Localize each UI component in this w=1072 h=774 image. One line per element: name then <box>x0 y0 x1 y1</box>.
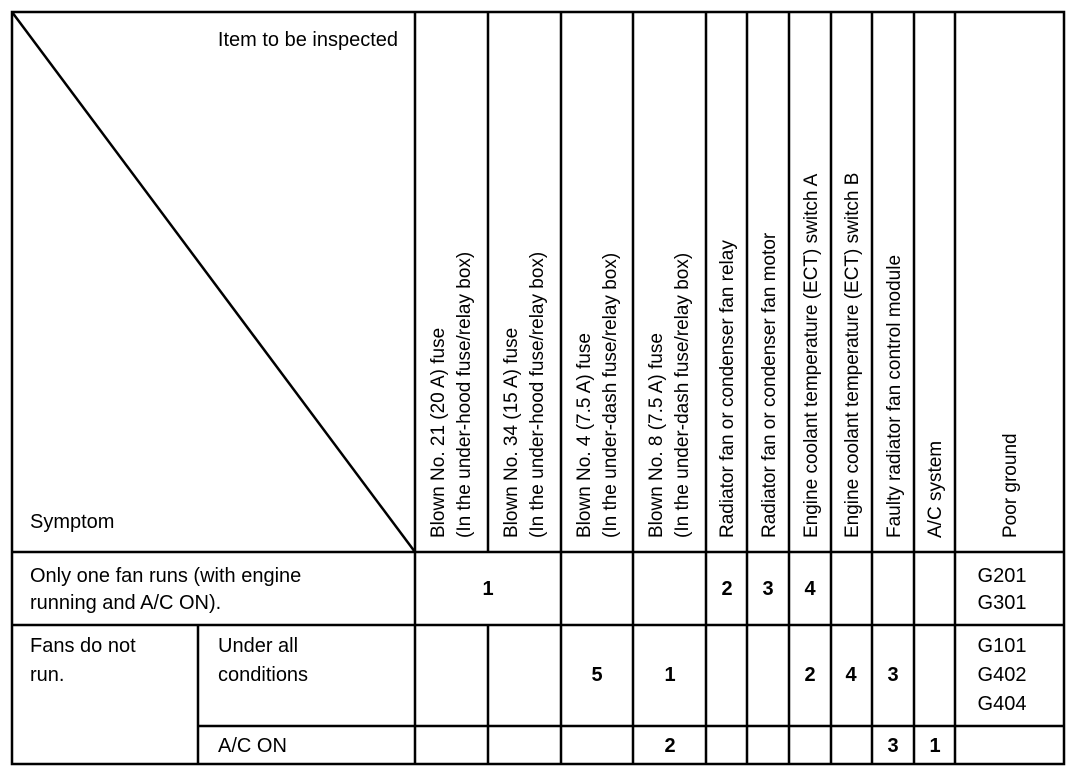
cell-control-module: 3 <box>887 735 899 757</box>
symptom-only-one-fan: Only one fan runs (with engine <box>30 565 302 587</box>
column-header-ect-switch-a: Engine coolant temperature (ECT) switch A <box>801 173 822 538</box>
svg-text:Blown No. 21 (20 A) fuse: Blown No. 21 (20 A) fuse <box>428 327 449 538</box>
cell-fuse-8: 1 <box>664 664 676 686</box>
column-header-poor-ground: Poor ground <box>1000 433 1021 538</box>
svg-text:run.: run. <box>30 664 65 686</box>
svg-text:Blown No. 34 (15 A) fuse: Blown No. 34 (15 A) fuse <box>501 327 522 538</box>
item-to-be-inspected-label: Item to be inspected <box>217 29 398 51</box>
cell-fan-relay: 2 <box>721 578 733 600</box>
svg-text:conditions: conditions <box>218 664 309 686</box>
svg-text:running and A/C ON).: running and A/C ON). <box>30 592 222 614</box>
svg-text:(In the under-dash fuse/relay: (In the under-dash fuse/relay box) <box>672 252 693 538</box>
svg-text:G402: G402 <box>977 664 1027 686</box>
cell-ect-a: 2 <box>804 664 816 686</box>
cell-fuse-4: 5 <box>591 664 603 686</box>
corner-diagonal <box>12 12 415 552</box>
condition-ac-on: A/C ON <box>218 735 287 757</box>
cell-ect-a: 4 <box>804 578 816 600</box>
cell-control-module: 3 <box>887 664 899 686</box>
condition-under-all: Under all <box>218 635 299 657</box>
symptom-label: Symptom <box>30 511 115 533</box>
column-header-fan-control-module: Faulty radiator fan control module <box>884 254 905 538</box>
column-header-fuse-34 <box>501 252 548 538</box>
svg-text:(In the under-dash fuse/relay: (In the under-dash fuse/relay box) <box>600 252 621 538</box>
svg-text:(In the under-hood fuse/relay: (In the under-hood fuse/relay box) <box>527 251 548 538</box>
svg-text:(In the under-hood fuse/relay: (In the under-hood fuse/relay box) <box>454 251 475 538</box>
table-row <box>30 635 1026 715</box>
cell-ac-system: 1 <box>929 735 941 757</box>
svg-text:Blown No. 8 (7.5 A) fuse: Blown No. 8 (7.5 A) fuse <box>646 333 667 538</box>
cell-ect-b: 4 <box>845 664 857 686</box>
svg-text:Blown No. 4 (7.5 A) fuse: Blown No. 4 (7.5 A) fuse <box>574 333 595 538</box>
column-header-fuse-8 <box>646 253 693 538</box>
column-header-fan-motor: Radiator fan or condenser fan motor <box>759 232 780 538</box>
column-header-fuse-21 <box>428 252 475 538</box>
column-header-fan-relay: Radiator fan or condenser fan relay <box>717 240 738 538</box>
cell-fan-motor: 3 <box>762 578 774 600</box>
svg-text:G301: G301 <box>977 592 1027 614</box>
svg-text:G404: G404 <box>977 693 1027 715</box>
cell-fuse-merged: 1 <box>482 578 494 600</box>
column-header-ac-system: A/C system <box>925 440 946 538</box>
cell-fuse-8: 2 <box>664 735 676 757</box>
cell-ground: G201 <box>977 565 1027 587</box>
table-row <box>30 565 1026 614</box>
symptom-fans-do-not-run: Fans do not <box>30 635 136 657</box>
column-header-fuse-4 <box>574 253 621 538</box>
cell-ground: G101 <box>977 635 1027 657</box>
column-header-ect-switch-b: Engine coolant temperature (ECT) switch B <box>842 172 863 538</box>
